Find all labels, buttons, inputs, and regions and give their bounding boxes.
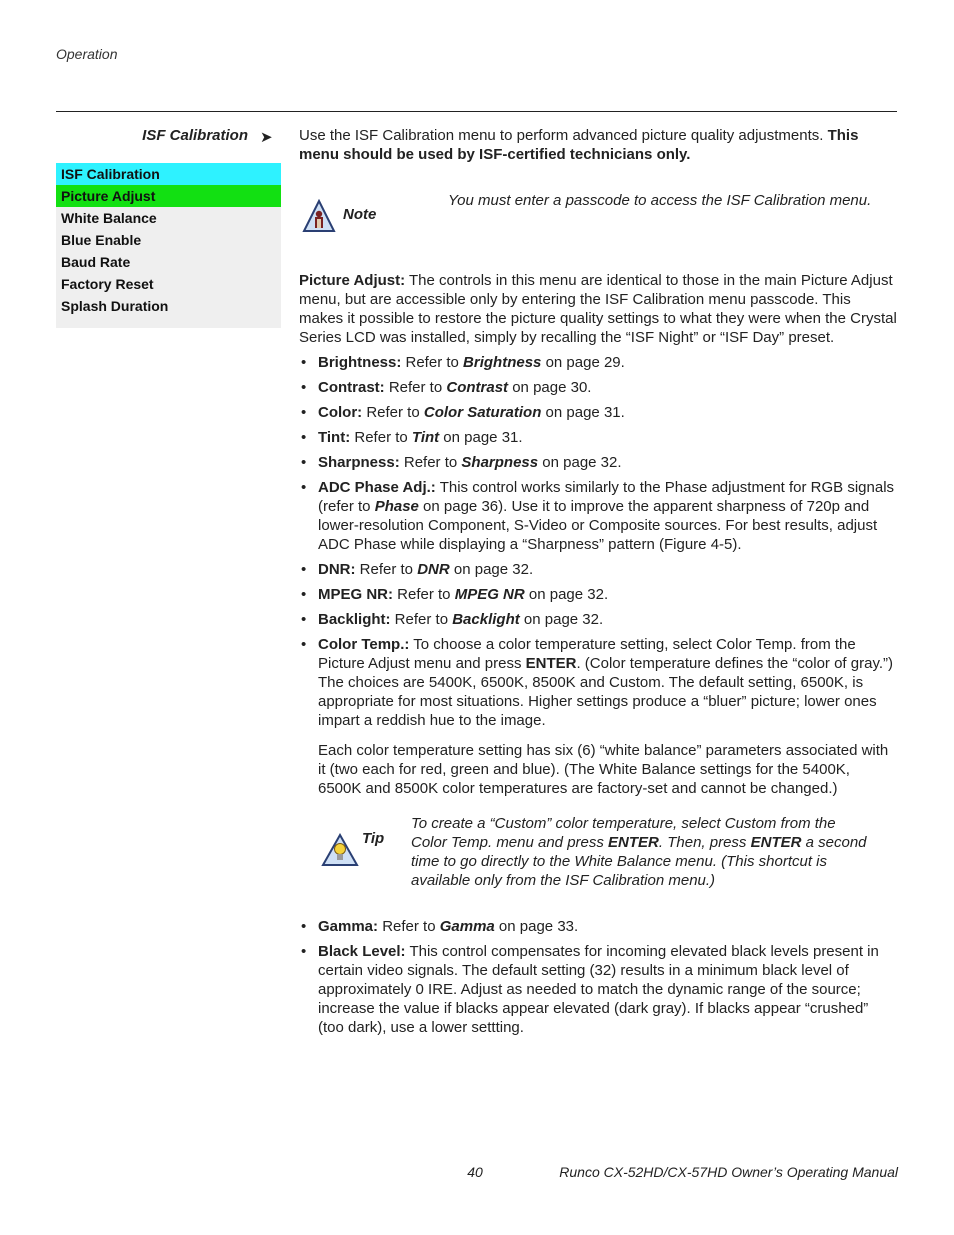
note-label: Note — [343, 206, 377, 223]
list-item: • Contrast: Refer to Contrast on page 30. — [299, 378, 897, 397]
picture-adjust-paragraph: Picture Adjust: The controls in this menu are identical to those in the main Picture Adjust menu, but are accessible only by entering the ISF Calibration menu passcode. This makes it possible to restore the picture quality settings to what they were when the Crystal Series LCD was installed, simply by recalling the “ISF Night” or “ISF Day” preset. — [299, 272, 897, 346]
list-item: • ADC Phase Adj.: This control works similarly to the Phase adjustment for RGB signals (refer to Phase on page 36). Use it to improve the apparent sharpness of 720p and lower-resolution Component, S-Video or Composite sources. For best results, adjust ADC Phase while displaying a “Sharpness” pattern (Figure 4-5). — [299, 478, 897, 554]
color-temp-paragraph: Each color temperature setting has six (6) “white balance” parameters associated with it (two each for red, green and blue). (The White Balance settings for the 5400K, 6500K and 8500K color temperatures are factory-set and cannot be changed.) — [318, 742, 889, 797]
menu-item-blue-enable: Blue Enable — [61, 232, 142, 248]
menu-item-white-balance: White Balance — [61, 210, 157, 226]
lightbulb-icon — [321, 833, 359, 872]
settings-list — [299, 353, 897, 730]
settings-list-2 — [299, 917, 897, 1037]
list-item-color-temp: • Color Temp.: To choose a color temperature setting, select Color Temp. from the Picture Adjust menu and press ENTER. (Color temperature defines the “color of gray.”) The choices are 5400K, 6500K, 8500K and Custom. The default setting, 6500K, is appropriate for most situations. Higher settings produce a “bluer” picture; lower ones impart a reddish hue to the image. — [299, 635, 897, 730]
menu-item-picture-adjust: Picture Adjust — [56, 185, 281, 207]
menu-tree — [56, 163, 281, 328]
list-item: • Black Level: This control compensates for incoming elevated black levels present in certain video signals. The default setting (32) results in a minimum black level of approximately 0 IRE. Adjust as needed to match the dynamic range of the source; increase the value if blacks appear elevated (dark gray). If blacks appear “crushed” (too dark), use a lower settting. — [299, 942, 897, 1037]
list-item: • Backlight: Refer to Backlight on page 32. — [299, 610, 897, 629]
list-item: • DNR: Refer to DNR on page 32. — [299, 560, 897, 579]
list-item: • Color: Refer to Color Saturation on page 31. — [299, 403, 897, 422]
intro-paragraph: Use the ISF Calibration menu to perform advanced picture quality adjustments. This menu should be used by ISF-certified technicians only. — [299, 127, 859, 163]
menu-item-splash-duration: Splash Duration — [61, 298, 169, 314]
list-item: • Brightness: Refer to Brightness on page 29. — [299, 353, 897, 372]
list-item: • MPEG NR: Refer to MPEG NR on page 32. — [299, 585, 897, 604]
menu-item-baud-rate: Baud Rate — [61, 254, 131, 270]
note-warning-icon — [302, 199, 336, 238]
main-content — [299, 271, 897, 1037]
menu-item-factory-reset: Factory Reset — [61, 276, 154, 292]
tip-label: Tip — [362, 830, 385, 847]
arrow-right-icon: ➤ — [260, 129, 273, 146]
running-header: Operation — [56, 46, 118, 62]
tip-box — [299, 809, 897, 911]
menu-item-isf-calibration: ISF Calibration — [56, 163, 281, 185]
list-item: • Sharpness: Refer to Sharpness on page 32. — [299, 453, 897, 472]
section-title: ISF Calibration — [142, 127, 248, 144]
page-number: 40 — [467, 1164, 483, 1180]
list-item: • Tint: Refer to Tint on page 31. — [299, 428, 897, 447]
header-rule — [56, 111, 897, 112]
manual-title: Runco CX-52HD/CX-57HD Owner’s Operating Manual — [559, 1164, 898, 1180]
note-text: You must enter a passcode to access the ISF Calibration menu. — [448, 192, 872, 209]
list-item: • Gamma: Refer to Gamma on page 33. — [299, 917, 897, 936]
tip-text: To create a “Custom” color temperature, select Custom from the Color Temp. menu and press ENTER. Then, press ENTER a second time to go directly to the White Balance menu. (This shortcut is available only from the ISF Calibration menu.) — [411, 815, 867, 889]
